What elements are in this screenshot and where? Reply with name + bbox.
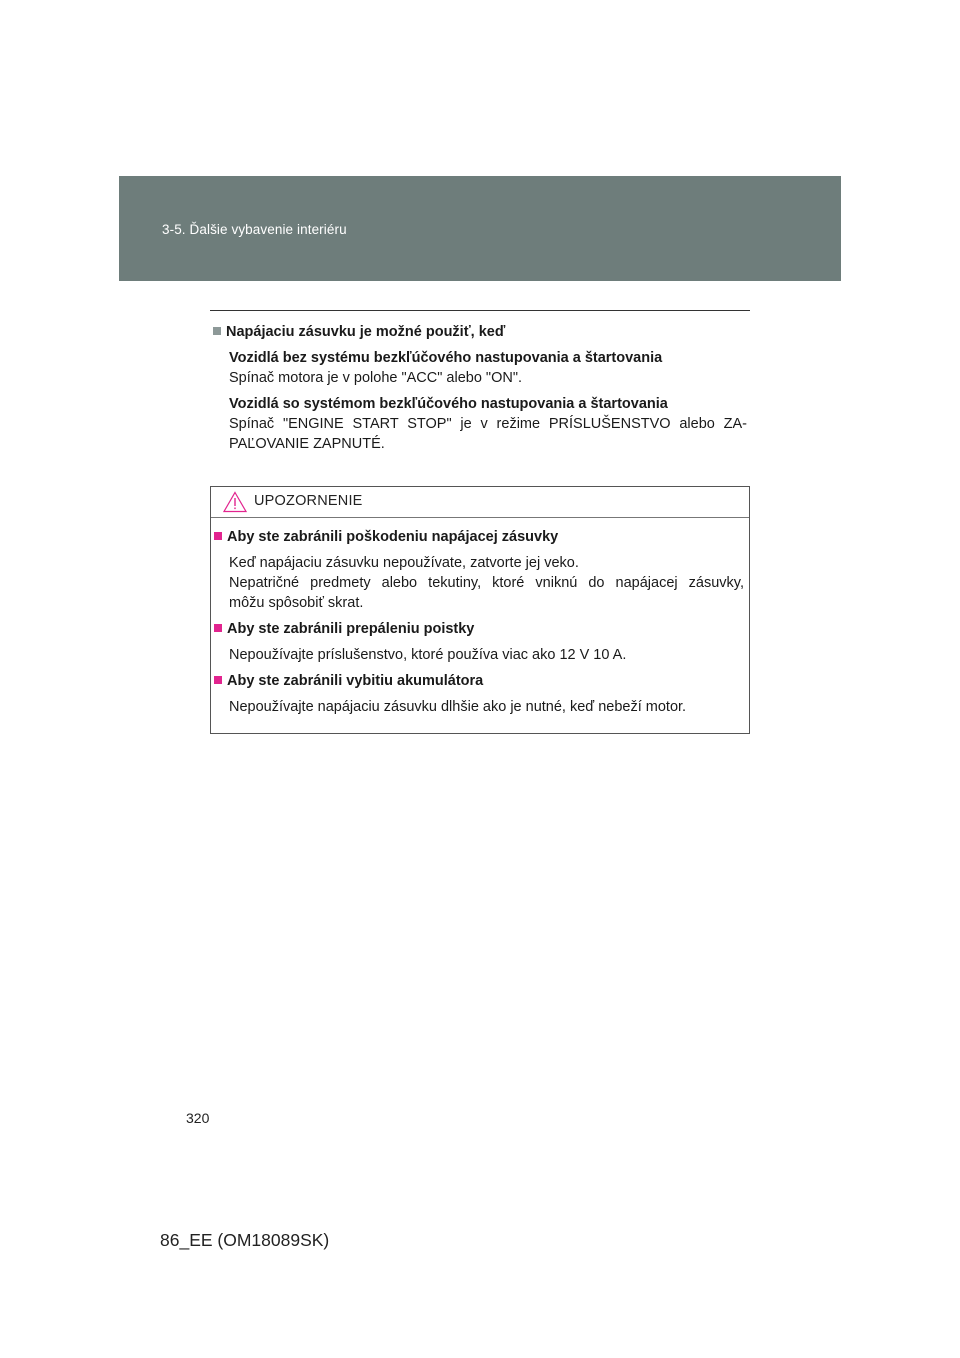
warning-item-heading: Aby ste zabránili vybitiu akumulátora <box>214 671 744 691</box>
item-text: PAĽOVANIE ZAPNUTÉ. <box>229 436 385 452</box>
warning-item-text: Keď napájaciu zásuvku nepoužívate, zatvorte jej veko. Nepatričné predmety alebo tekutiny, ktoré vniknú do napájacej zásuvky, môžu spôsobiť skrat. <box>229 555 744 611</box>
warning-title: UPOZORNENIE <box>254 493 363 509</box>
document-code: 86_EE (OM18089SK) <box>160 1230 330 1250</box>
section-divider <box>210 310 750 311</box>
warning-triangle-icon <box>223 491 247 513</box>
chapter-header-band <box>119 176 841 281</box>
warning-body <box>214 527 744 717</box>
item-text: Spínač "ENGINE START STOP" je v režime PRÍSLUŠENSTVO alebo ZA- <box>229 416 747 432</box>
warning-item-heading: Aby ste zabránili poškodeniu napájacej zásuvky <box>214 527 744 547</box>
bullet-square-icon <box>213 327 221 335</box>
info-section <box>213 322 747 454</box>
section-item <box>213 348 747 388</box>
warning-box <box>210 486 750 734</box>
chapter-title: 3-5. Ďalšie vybavenie interiéru <box>162 222 347 237</box>
item-text: Spínač motora je v polohe "ACC" alebo "ON". <box>229 370 523 386</box>
warning-header <box>211 487 749 518</box>
item-subheading: Vozidlá bez systému bezkľúčového nastupovania a štartovania <box>229 350 663 366</box>
section-heading: Napájaciu zásuvku je možné použiť, keď <box>213 322 747 342</box>
warning-item-text: Nepoužívajte napájaciu zásuvku dlhšie ako je nutné, keď nebeží motor. <box>229 699 687 715</box>
bullet-square-icon <box>214 676 222 684</box>
section-item <box>213 394 747 454</box>
bullet-square-icon <box>214 532 222 540</box>
warning-item-text: Nepoužívajte príslušenstvo, ktoré používa viac ako 12 V 10 A. <box>229 647 627 663</box>
warning-item-heading: Aby ste zabránili prepáleniu poistky <box>214 619 744 639</box>
page-number: 320 <box>186 1110 210 1126</box>
item-subheading: Vozidlá so systémom bezkľúčového nastupovania a štartovania <box>229 396 668 412</box>
bullet-square-icon <box>214 624 222 632</box>
